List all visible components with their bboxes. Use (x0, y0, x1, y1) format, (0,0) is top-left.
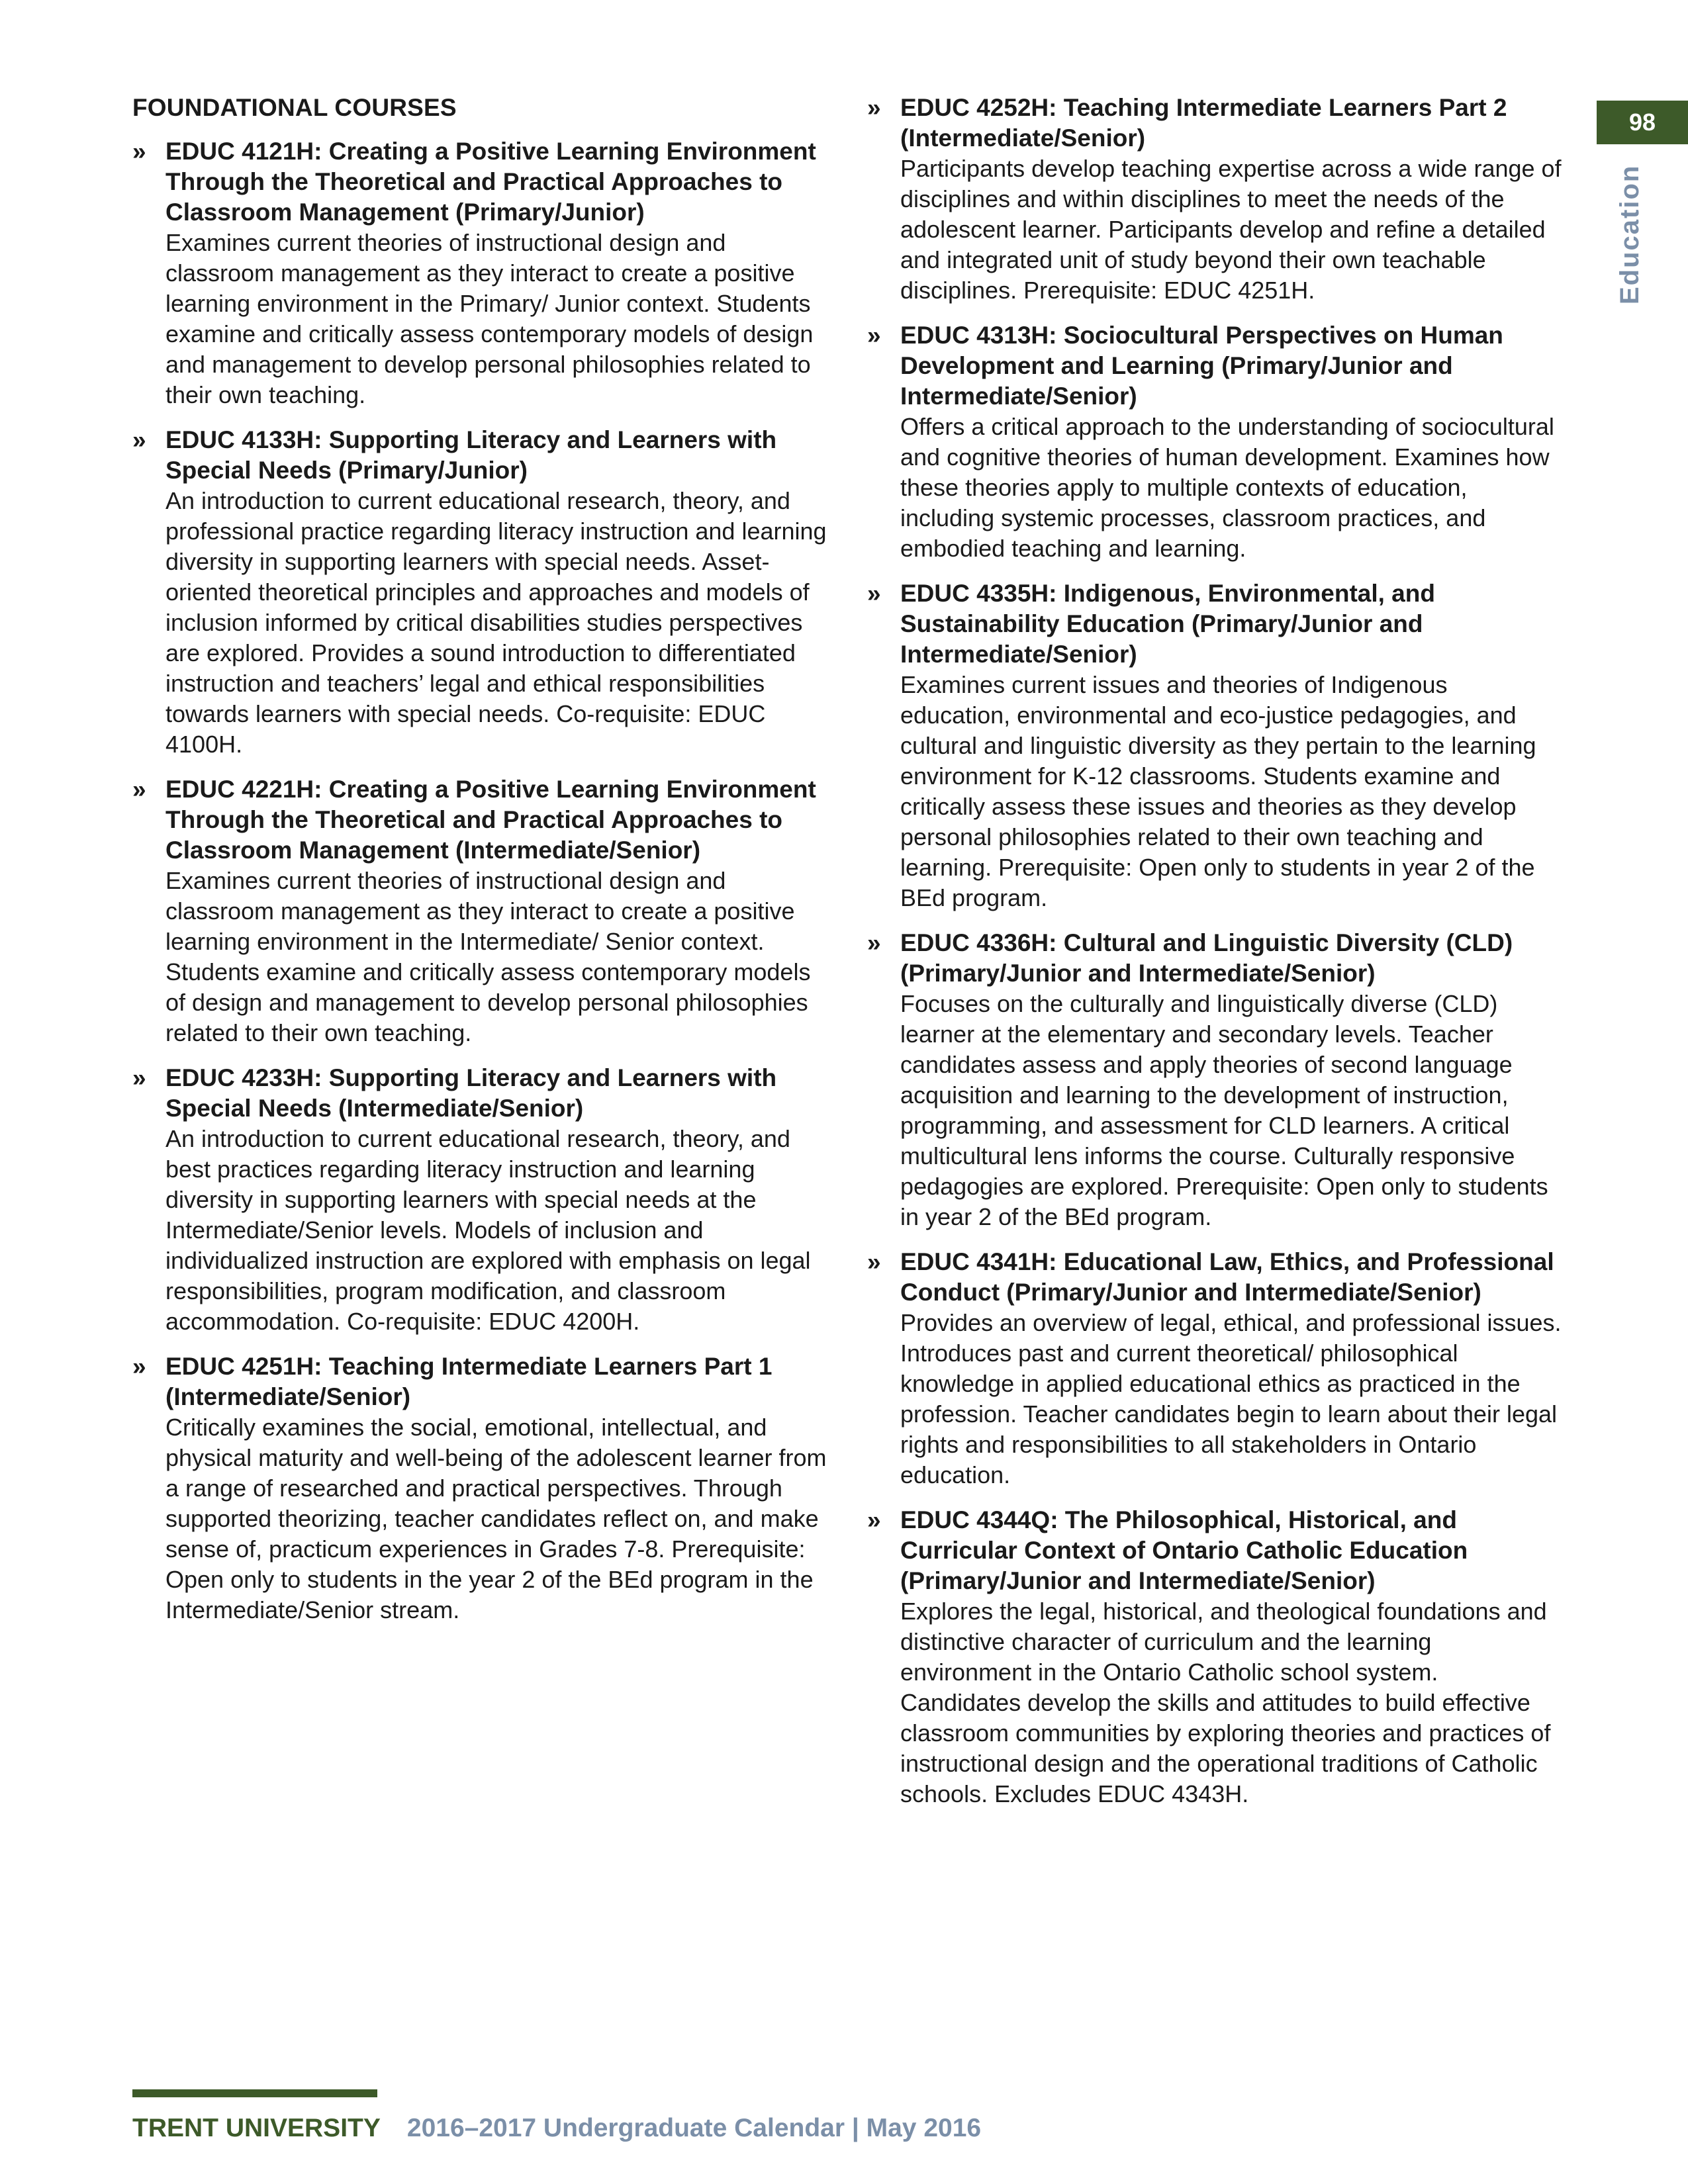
course-title: EDUC 4133H: Supporting Literacy and Learners with Special Needs (Primary/Junior) (165, 426, 777, 484)
course-title: EDUC 4252H: Teaching Intermediate Learners Part 2 (Intermediate/Senior) (900, 94, 1507, 152)
course-title: EDUC 4344Q: The Philosophical, Historical, and Curricular Context of Ontario Catholic Education (Primary/Junior and Intermediate/Senior) (900, 1506, 1468, 1594)
bullet-icon: » (867, 1506, 881, 1533)
left-column (132, 93, 827, 1640)
section-heading: FOUNDATIONAL COURSES (132, 94, 457, 121)
course-description: Offers a critical approach to the understanding of sociocultural and cognitive theories of human development. Examines how these theories apply to multiple contexts of education, including systemic processes, classroom practices, and embodied teaching and learning. (900, 413, 1554, 562)
footer-calendar-title: 2016–2017 Undergraduate Calendar | May 2016 (406, 2114, 982, 2142)
course-entry (132, 774, 827, 1048)
course-title: EDUC 4221H: Creating a Positive Learning Environment Through the Theoretical and Practical Approaches to Classroom Management (Intermediate/Senior) (165, 776, 816, 864)
bullet-icon: » (132, 138, 146, 165)
course-description: Examines current theories of instructional design and classroom management as they interact to create a positive learning environment in the Intermediate/ Senior context. Students examine and critically assess contemporary models of design and management to develop personal philosophies related to their own teaching. (165, 867, 811, 1046)
course-entry (867, 928, 1562, 1232)
page-number-tab: 98 (1597, 101, 1688, 144)
course-title: EDUC 4335H: Indigenous, Environmental, and Sustainability Education (Primary/Junior and Intermediate/Senior) (900, 580, 1435, 668)
course-description: Examines current issues and theories of Indigenous education, environmental and eco-justice pedagogies, and cultural and linguistic diversity as they pertain to the learning environment for K-12 classrooms. Students examine and critically assess these issues and theories as they develop personal philosophies related to their own teaching and learning. Prerequisite: Open only to students in year 2 of the BEd program. (900, 671, 1536, 911)
course-entry (132, 425, 827, 760)
course-title: EDUC 4251H: Teaching Intermediate Learners Part 1 (Intermediate/Senior) (165, 1353, 773, 1410)
course-entry (867, 93, 1562, 306)
course-description: Explores the legal, historical, and theological foundations and distinctive character of curriculum and the learning environment in the Ontario Catholic school system. Candidates develop the skills and attitudes to build effective classroom communities by exploring theories and practices of instructional design and the operational traditions of Catholic schools. Excludes EDUC 4343H. (900, 1598, 1551, 1807)
bullet-icon: » (132, 776, 146, 803)
course-title: EDUC 4313H: Sociocultural Perspectives on Human Development and Learning (Primary/Junior and Intermediate/Senior) (900, 322, 1503, 410)
course-entry (132, 136, 827, 410)
bullet-icon: » (132, 1064, 146, 1091)
course-entry (867, 1247, 1562, 1490)
bullet-icon: » (867, 322, 881, 349)
bullet-icon: » (867, 929, 881, 956)
footer-university: TRENT UNIVERSITY (132, 2114, 381, 2142)
course-description: Focuses on the culturally and linguistically diverse (CLD) learner at the elementary and secondary levels. Teacher candidates assess and apply theories of second language acquisition and learning to the development of instruction, programming, and assessment for CLD learners. A critical multicultural lens informs the course. Culturally responsive pedagogies are explored. Prerequisite: Open only to students in year 2 of the BEd program. (900, 990, 1548, 1230)
course-title: EDUC 4121H: Creating a Positive Learning Environment Through the Theoretical and Practical Approaches to Classroom Management (Primary/Junior) (165, 138, 816, 226)
course-title: EDUC 4336H: Cultural and Linguistic Diversity (CLD) (Primary/Junior and Intermediate/Senior) (900, 929, 1513, 987)
course-entry (132, 1063, 827, 1337)
bullet-icon: » (867, 94, 881, 121)
bullet-icon: » (867, 1248, 881, 1275)
course-title: EDUC 4341H: Educational Law, Ethics, and Professional Conduct (Primary/Junior and Intermediate/Senior) (900, 1248, 1554, 1306)
course-description: Participants develop teaching expertise across a wide range of disciplines and within disciplines to meet the needs of the adolescent learner. Participants develop and refine a detailed and integrated unit of study beyond their own teachable disciplines. Prerequisite: EDUC 4251H. (900, 155, 1562, 304)
right-column (867, 93, 1562, 1824)
course-entry (867, 578, 1562, 913)
course-entry (132, 1351, 827, 1625)
course-description: Provides an overview of legal, ethical, and professional issues. Introduces past and current theoretical/ philosophical knowledge in applied educational ethics as practiced in the profession. Teacher candidates begin to learn about their legal rights and responsibilities to all stakeholders in Ontario education. (900, 1309, 1562, 1488)
footer (132, 2109, 981, 2148)
course-entry (867, 320, 1562, 564)
course-description: Critically examines the social, emotional, intellectual, and physical maturity and well-being of the adolescent learner from a range of researched and practical perspectives. Through supported theorizing, teacher candidates reflect on, and make sense of, practicum experiences in Grades 7-8. Prerequisite: Open only to students in the year 2 of the BEd program in the Intermediate/Senior stream. (165, 1414, 827, 1623)
bullet-icon: » (132, 1353, 146, 1380)
bullet-icon: » (867, 580, 881, 607)
bullet-icon: » (132, 426, 146, 453)
course-description: Examines current theories of instructional design and classroom management as they interact to create a positive learning environment in the Primary/ Junior context. Students examine and critically assess contemporary models of design and management to develop personal philosophies related to their own teaching. (165, 229, 814, 408)
footer-divider (132, 2089, 377, 2097)
course-entry (867, 1505, 1562, 1809)
course-title: EDUC 4233H: Supporting Literacy and Learners with Special Needs (Intermediate/Senior) (165, 1064, 777, 1122)
course-description: An introduction to current educational research, theory, and best practices regarding literacy instruction and learning diversity in supporting learners with special needs at the Intermediate/Senior levels. Models of inclusion and individualized instruction are explored with emphasis on legal responsibilities, program modification, and classroom accommodation. Co-requisite: EDUC 4200H. (165, 1125, 811, 1335)
course-description: An introduction to current educational research, theory, and professional practice regarding literacy instruction and learning diversity in supporting learners with special needs. Asset-oriented theoretical principles and approaches and models of inclusion informed by critical disabilities studies perspectives are explored. Provides a sound introduction to differentiated instruction and teachers’ legal and ethical responsibilities towards learners with special needs. Co-requisite: EDUC 4100H. (165, 487, 827, 758)
section-label: Education (1615, 164, 1644, 304)
